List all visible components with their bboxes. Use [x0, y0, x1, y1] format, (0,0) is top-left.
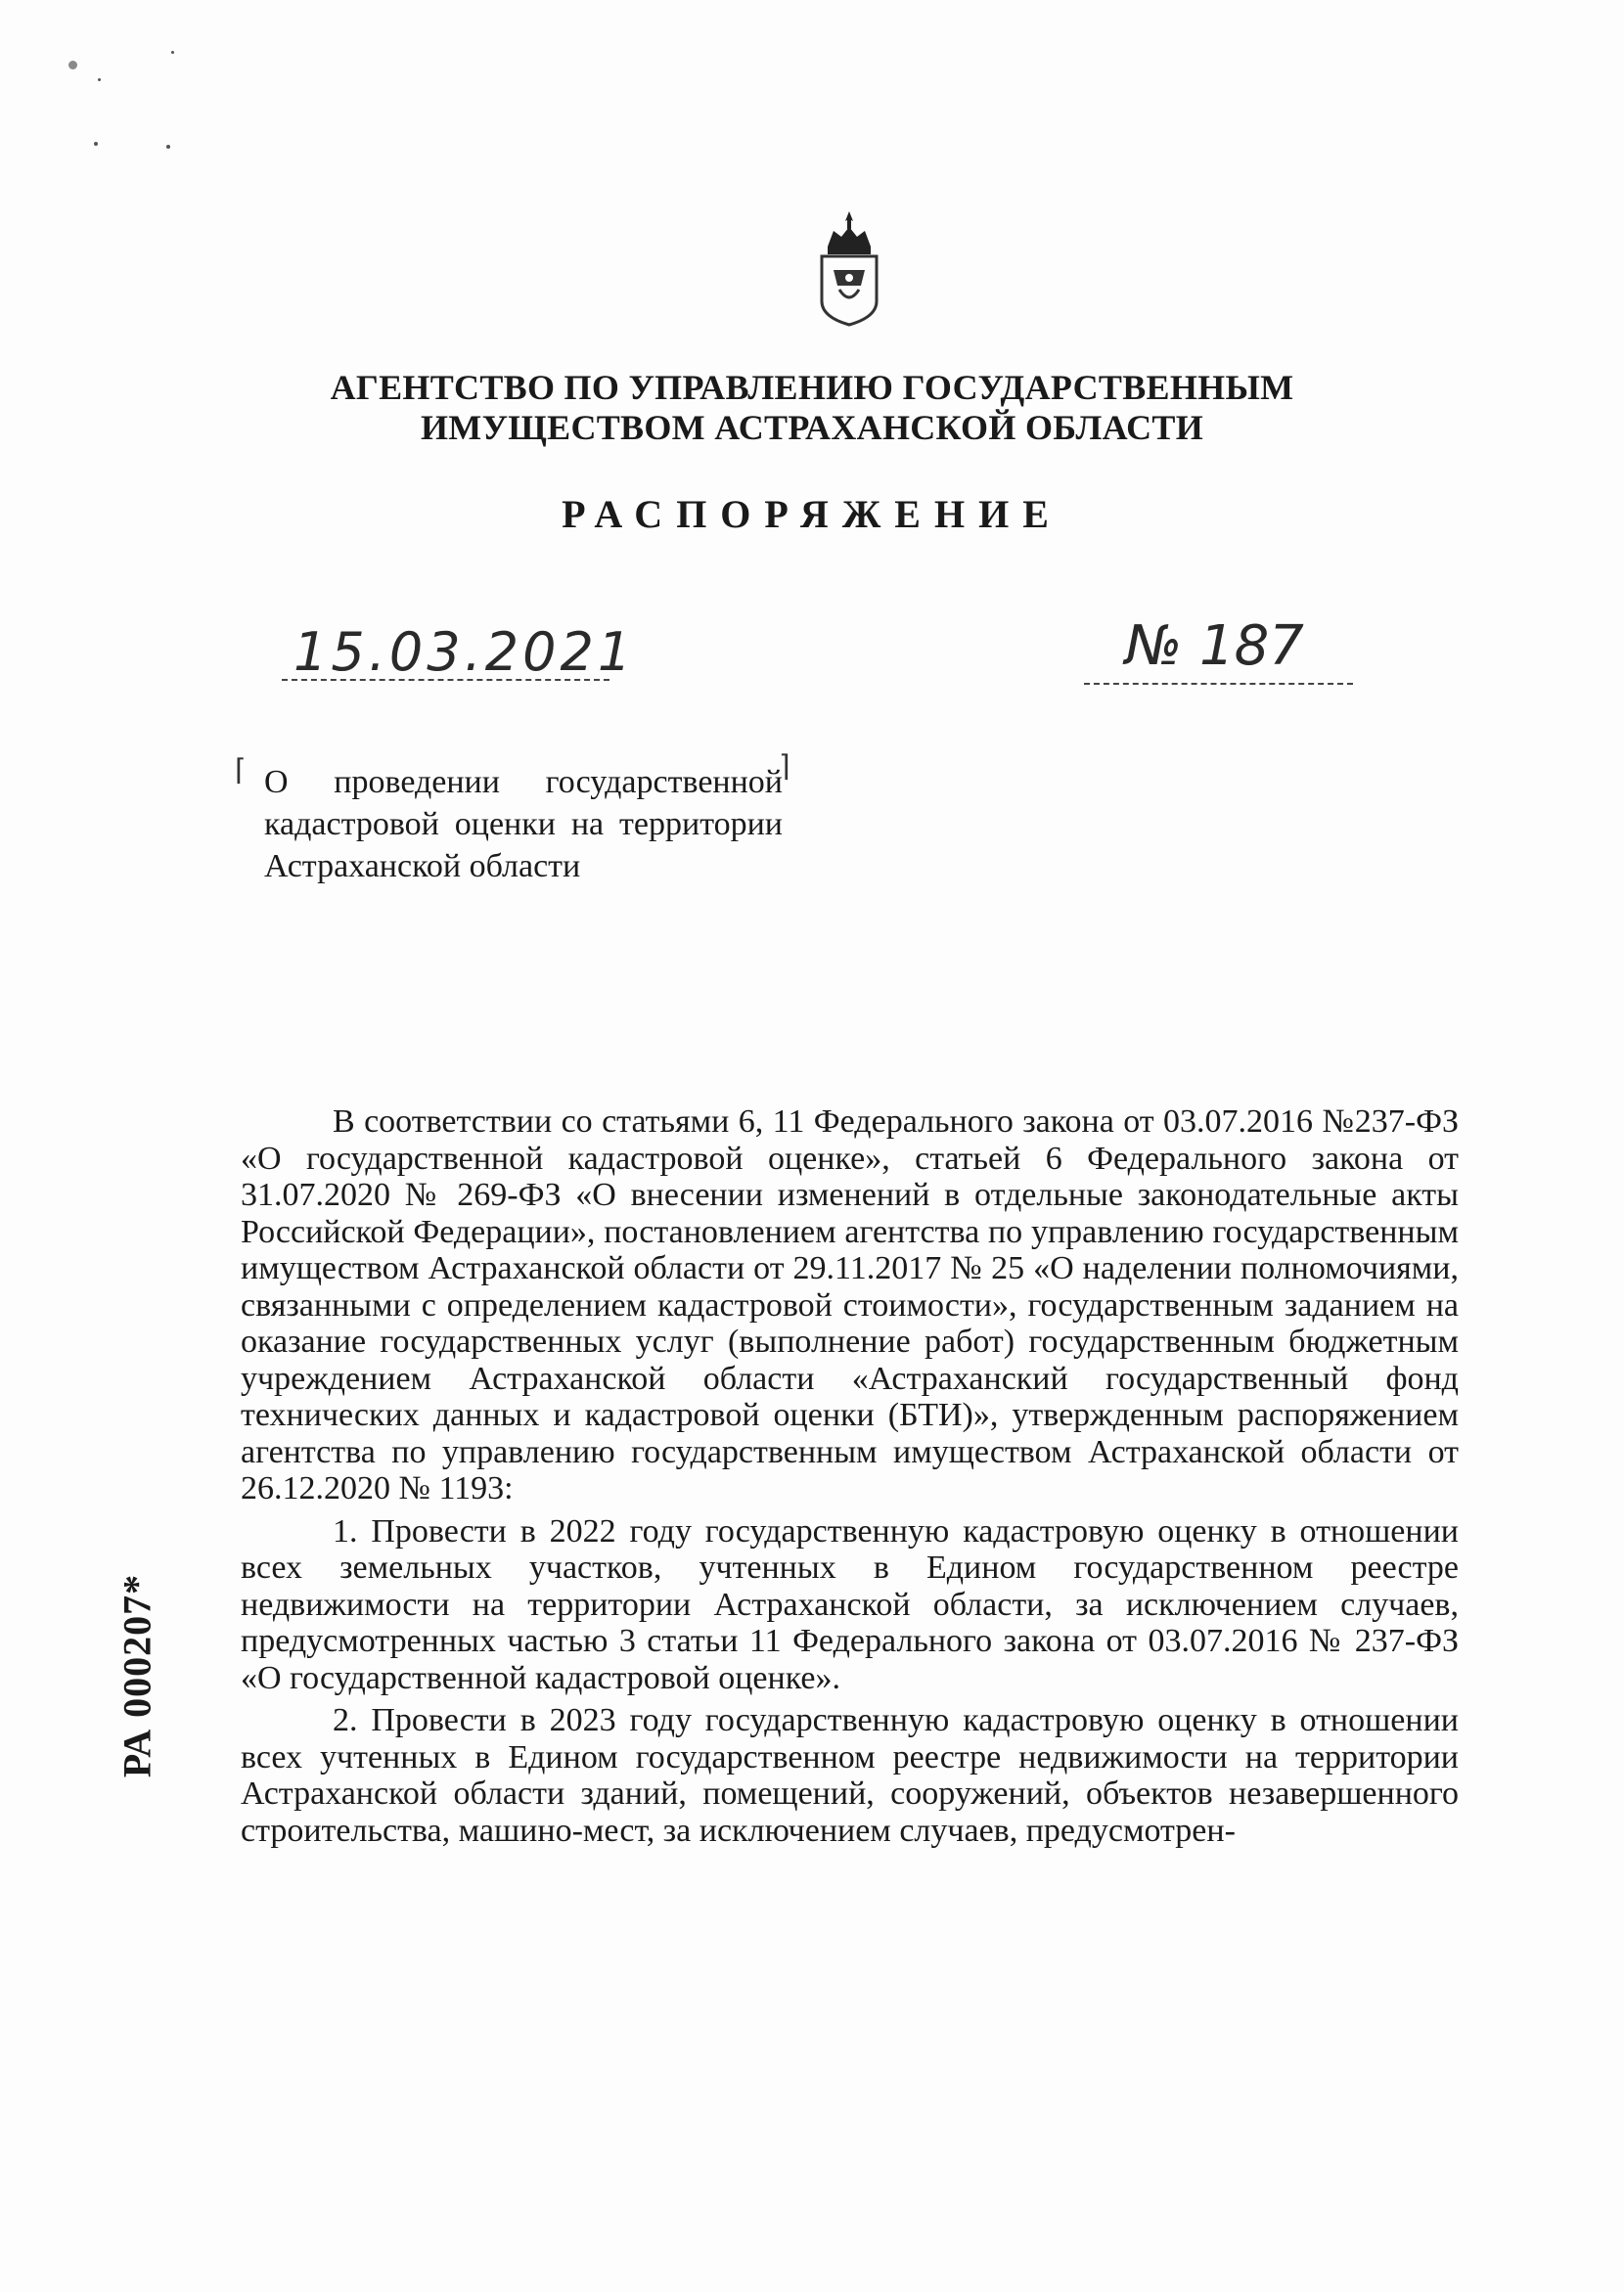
serial-number: РА 000207* [114, 1573, 159, 1778]
number-underline [1084, 683, 1353, 685]
document-date: 15.03.2021 [293, 621, 636, 683]
coat-of-arms-icon [804, 207, 894, 329]
agency-name-line2: ИМУЩЕСТВОМ АСТРАХАНСКОЙ ОБЛАСТИ [421, 408, 1203, 447]
scan-speck [171, 51, 174, 54]
serial-stamp [108, 1573, 166, 1778]
date-underline [282, 679, 609, 681]
subject-corner-left: ⌈ [235, 753, 247, 787]
document-type-title: РАСПОРЯЖЕНИЕ [562, 492, 1062, 536]
subject-corner-right: ⌉ [779, 749, 790, 784]
item-1-paragraph: 1. Провести в 2022 году государственную кадастровую оценку в отношении всех земельных участков, учтенных в Едином государственном реестре недвижимости на территории Астраханской области, за исключением случаев, предусмотренных частью 3 статьи 11 Федерального закона от 03.07.2016 № 237-ФЗ «О государственной кадастровой оценке». [241, 1512, 1459, 1696]
scan-speck [166, 145, 170, 149]
agency-name-line1: АГЕНТСТВО ПО УПРАВЛЕНИЮ ГОСУДАРСТВЕННЫМ [330, 368, 1294, 407]
preamble-paragraph: В соответствии со статьями 6, 11 Федерального закона от 03.07.2016 №237-ФЗ «О государственной кадастровой оценке», статьей 6 Федерального закона от 31.07.2020 № 269-ФЗ «О внесении изменений в отдельные законодательные акты Российской Федерации», постановлением агентства по управлению государственным имуществом Астраханской области от 29.11.2017 № 25 «О наделении полномочиями, связанными с определением кадастровой стоимости», государственным заданием на оказание государственных услуг (выполнение работ) государственным бюджетным учреждением Астраханской области «Астраханский государственный фонд технических данных и кадастровой оценки (БТИ)», утвержденным распоряжением агентства по управлению государственным имуществом Астраханской области от 26.12.2020 № 1193: [241, 1103, 1459, 1506]
scan-speck [68, 61, 77, 69]
scan-speck [94, 142, 98, 146]
scan-speck [98, 78, 101, 81]
document-body [241, 1103, 1459, 1849]
document-subject: О проведении государственной кадастровой оценки на территории Астраханской области [264, 764, 783, 884]
document-number: № 187 [1125, 614, 1304, 678]
item-2-paragraph: 2. Провести в 2023 году государственную кадастровую оценку в отношении всех учтенных в Едином государственном реестре недвижимости на территории Астраханской области зданий, помещений, сооружений, объектов незавершенного строительства, машино-мест, за исключением случаев, предусмотрен- [241, 1702, 1459, 1849]
